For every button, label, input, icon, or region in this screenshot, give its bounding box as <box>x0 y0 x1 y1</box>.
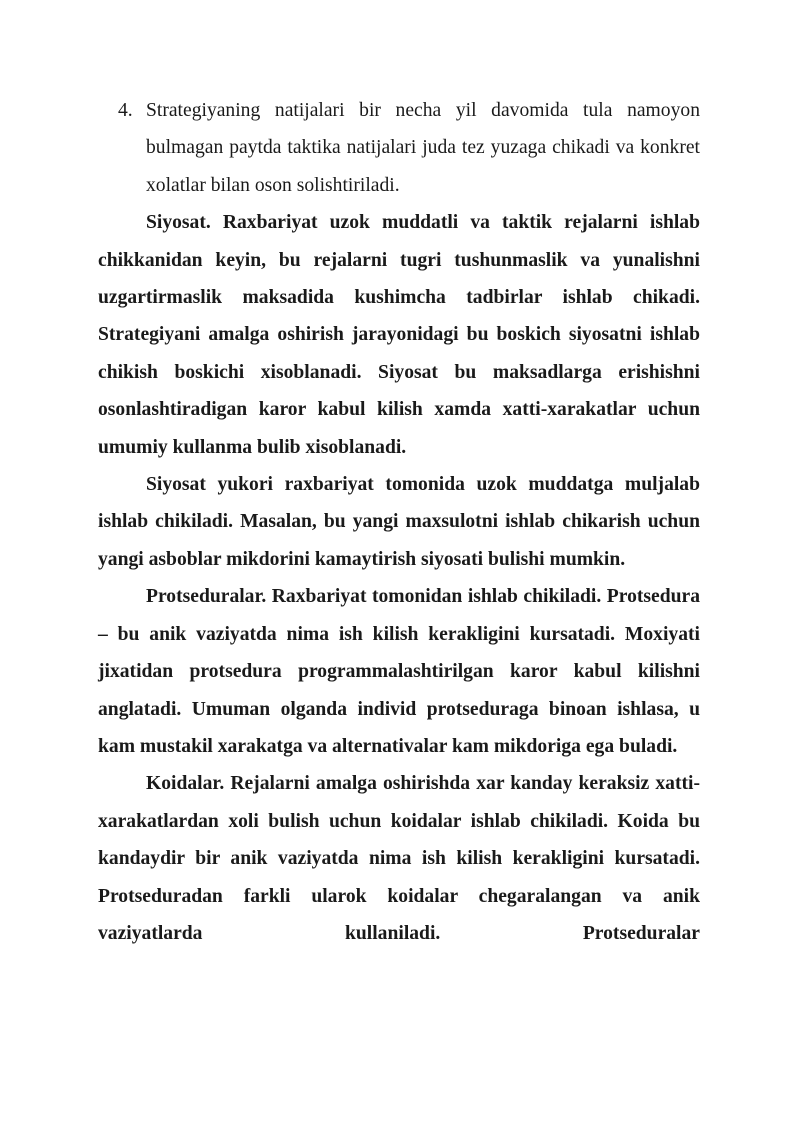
paragraph-protseduralar: Protseduralar. Raxbariyat tomonidan ishlab chikiladi. Protsedura – bu anik vaziyatda nima ish kilish kerakligini kursatadi. Moxiyati jixatidan protsedura programmalashtirilgan karor kabul kilishni anglatadi. Umuman olganda individ protseduraga binoan ishlasa, u kam mustakil xarakatga va alternativalar kam mikdoriga ega buladi. <box>98 586 700 757</box>
list-item-4 <box>98 92 700 204</box>
paragraph-siyosat: Siyosat. Raxbariyat uzok muddatli va taktik rejalarni ishlab chikkanidan keyin, bu rejalarni tugri tushunmaslik va yunalishni uzgartirmaslik maksadida kushimcha tadbirlar ishlab chikadi. Strategiyani amalga oshirish jarayonidagi bu boskich siyosatni ishlab chikish boskichi xisoblanadi. Siyosat bu maksadlarga erishishni osonlashtiradigan karor kabul kilish xamda xatti-xarakatlar uchun umumiy kullanma bulib xisoblanadi. <box>98 212 700 458</box>
list-number: 4. <box>118 100 133 121</box>
paragraph-koidalar: Koidalar. Rejalarni amalga oshirishda xar kanday keraksiz xatti-xarakatlardan xoli bulish uchun koidalar ishlab chikiladi. Koida bu kandaydir bir anik vaziyatda nima ish kilish kerakligini kursatadi. Protseduradan farkli ularok koidalar chegaralangan va anik vaziyatlarda kullaniladi. Protseduralar <box>98 773 700 944</box>
document-page <box>98 92 700 952</box>
list-item-text: Strategiyaning natijalari bir necha yil davomida tula namoyon bulmagan paytda taktika natijalari juda tez yuzaga chikadi va konkret xolatlar bilan oson solishtiriladi. <box>146 100 700 196</box>
paragraph-siyosat-example: Siyosat yukori raxbariyat tomonida uzok muddatga muljalab ishlab chikiladi. Masalan, bu yangi maxsulotni ishlab chikarish uchun yangi asboblar mikdorini kamaytirish siyosati bulishi mumkin. <box>98 474 700 570</box>
